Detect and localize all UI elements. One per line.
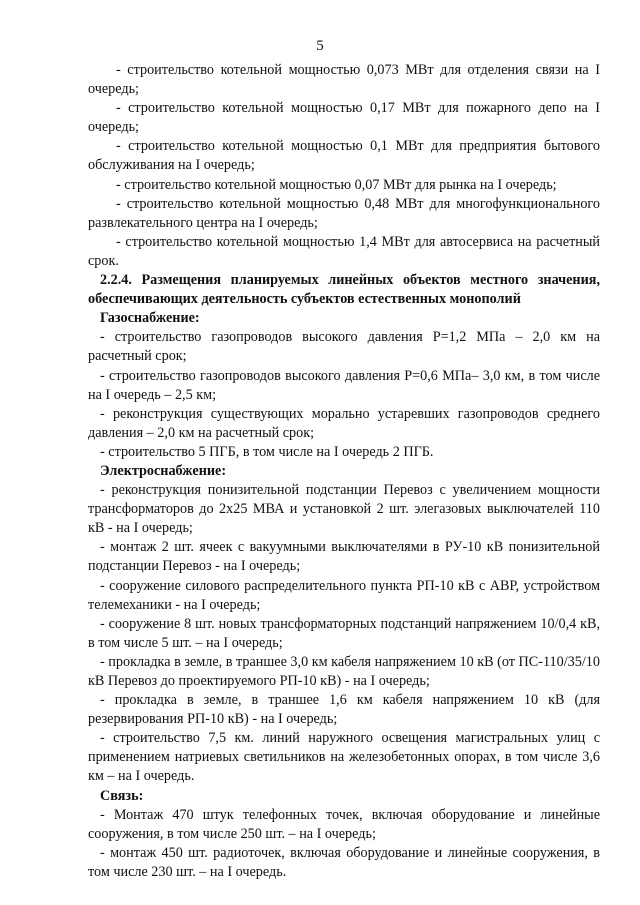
paragraph-power-cable-2: - прокладка в земле, в траншее 1,6 км кабеля напряжением 10 кВ (для резервирования РП-10 кВ) - на I очередь; <box>88 692 600 728</box>
paragraph-boiler-market: - строительство котельной мощностью 0,07 МВт для рынка на I очередь; <box>116 176 557 193</box>
page-number: 5 <box>316 38 324 54</box>
paragraph-telephone-points: - Монтаж 470 штук телефонных точек, включая оборудование и линейные сооружения, в том числе 250 шт. – на I очередь; <box>88 806 600 842</box>
document-body <box>88 61 600 882</box>
subheading-gas-supply: Газоснабжение: <box>100 310 200 327</box>
paragraph-gas-pgb: - строительство 5 ПГБ, в том числе на I очередь 2 ПГБ. <box>100 443 434 460</box>
subheading-communications: Связь: <box>100 787 144 804</box>
paragraph-power-street-lighting: - строительство 7,5 км. линий наружного освещения магистральных улиц с применением натриевых светильников на железобетонных опорах, в том числе 3,6 км – на I очередь. <box>88 730 600 785</box>
paragraph-power-transformer-stations: - сооружение 8 шт. новых трансформаторных подстанций напряжением 10/0,4 кВ, в том числе 5 шт. – на I очередь; <box>88 615 600 651</box>
paragraph-power-substation: - реконструкция понизительной подстанции Перевоз с увеличением мощности трансформаторов до 2х25 МВА и установкой 2 шт. элегазовых выключателей 110 кВ - на I очередь; <box>88 482 600 537</box>
paragraph-boiler-consumer-services: - строительство котельной мощностью 0,1 МВт для предприятия бытового обслуживания на I очередь; <box>88 138 600 174</box>
paragraph-power-cable-1: - прокладка в земле, в траншее 3,0 км кабеля напряжением 10 кВ (от ПС-110/35/10 кВ Перевоз до проектируемого РП-10 кВ) - на I очередь; <box>88 653 600 689</box>
section-heading: 2.2.4. Размещения планируемых линейных объектов местного значения, обеспечивающих деятельность субъектов естественных монополий <box>88 272 600 308</box>
paragraph-gas-high-pressure-2: - строительство газопроводов высокого давления Р=0,6 МПа– 3,0 км, в том числе на I очередь – 2,5 км; <box>88 367 600 403</box>
paragraph-boiler-entertainment: - строительство котельной мощностью 0,48 МВт для многофункционального развлекательного центра на I очередь; <box>88 195 600 231</box>
subheading-power-supply: Электроснабжение: <box>100 462 227 479</box>
paragraph-boiler-car-service: - строительство котельной мощностью 1,4 МВт для автосервиса на расчетный срок. <box>88 233 600 269</box>
paragraph-gas-high-pressure-1: - строительство газопроводов высокого давления Р=1,2 МПа – 2,0 км на расчетный срок; <box>88 329 600 365</box>
paragraph-power-distribution-point: - сооружение силового распределительного пункта РП-10 кВ с АВР, устройством телемеханики - на I очередь; <box>88 577 600 613</box>
paragraph-radio-points: - монтаж 450 шт. радиоточек, включая оборудование и линейные сооружения, в том числе 230 шт. – на I очередь. <box>88 844 600 880</box>
paragraph-gas-reconstruction: - реконструкция существующих морально устаревших газопроводов среднего давления – 2,0 км на расчетный срок; <box>88 405 600 441</box>
paragraph-power-cells: - монтаж 2 шт. ячеек с вакуумными выключателями в РУ-10 кВ понизительной подстанции Перевоз - на I очередь; <box>88 539 600 575</box>
paragraph-boiler-communications: - строительство котельной мощностью 0,073 МВт для отделения связи на I очередь; <box>88 62 600 98</box>
paragraph-boiler-fire-depot: - строительство котельной мощностью 0,17 МВт для пожарного депо на I очередь; <box>88 100 600 136</box>
